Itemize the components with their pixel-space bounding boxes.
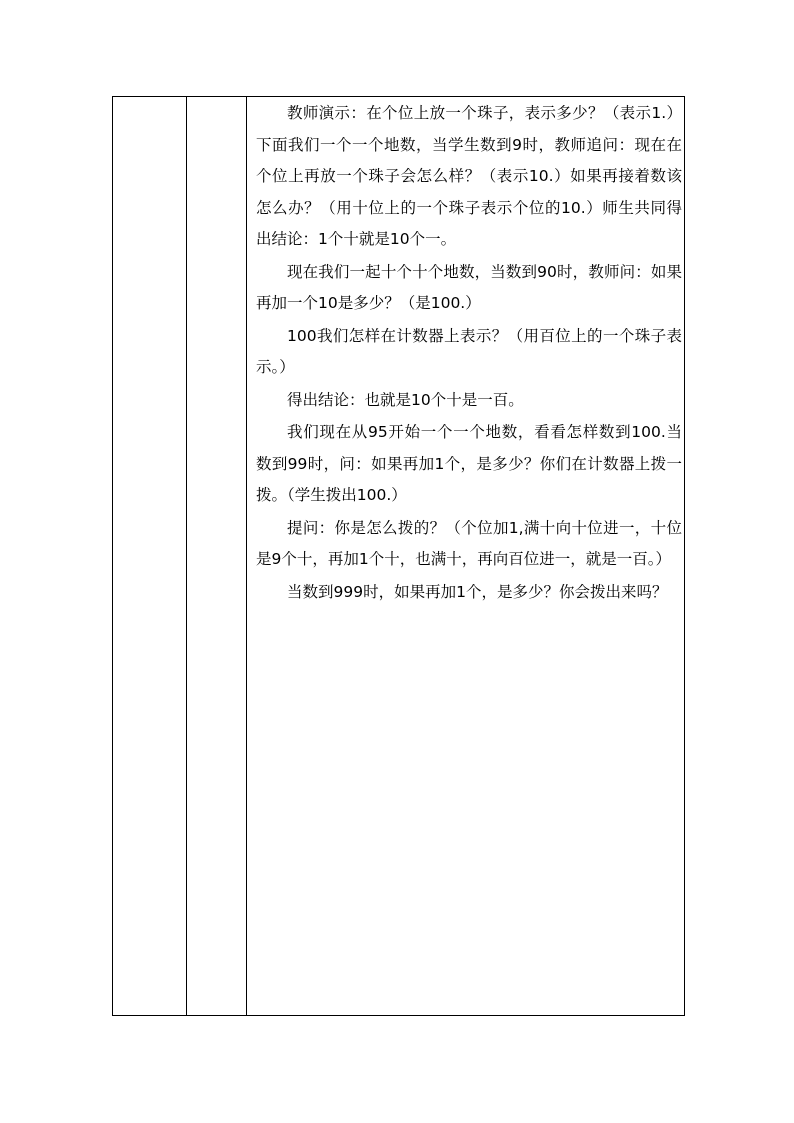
lesson-table — [112, 96, 685, 1016]
paragraph-count-from-95: 我们现在从95开始一个一个地数，看看怎样数到100.当数到99时，问：如果再加1个，是多少？你们在计数器上拨一拨。（学生拨出100.） — [256, 423, 682, 504]
paragraph-count-999: 当数到999时，如果再加1个，是多少？你会拨出来吗？ — [287, 582, 668, 601]
paragraph-show-100: 100我们怎样在计数器上表示？（用百位上的一个珠子表示。） — [256, 326, 682, 376]
column-divider-2 — [246, 97, 247, 1015]
teaching-process-cell — [256, 97, 682, 608]
paragraph-count-by-tens: 现在我们一起十个十个地数，当数到90时，教师问：如果再加一个10是多少？（是100.） — [256, 262, 682, 312]
column-divider-1 — [186, 97, 187, 1015]
paragraph-conclusion: 得出结论：也就是10个十是一百。 — [287, 390, 524, 409]
paragraph-question-how: 提问：你是怎么拨的？（个位加1,满十向十位进一，十位是9个十，再加1个十，也满十，再向百位进一，就是一百。） — [256, 518, 682, 568]
paragraph-demonstration: 教师演示：在个位上放一个珠子，表示多少？（表示1.）下面我们一个一个地数，当学生数到9时，教师追问：现在在个位上再放一个珠子会怎么样？（表示10.）如果再接着数该怎么办？（用十位上的一个珠子表示个位的10.）师生共同得出结论：1个十就是10个一。 — [256, 104, 682, 248]
